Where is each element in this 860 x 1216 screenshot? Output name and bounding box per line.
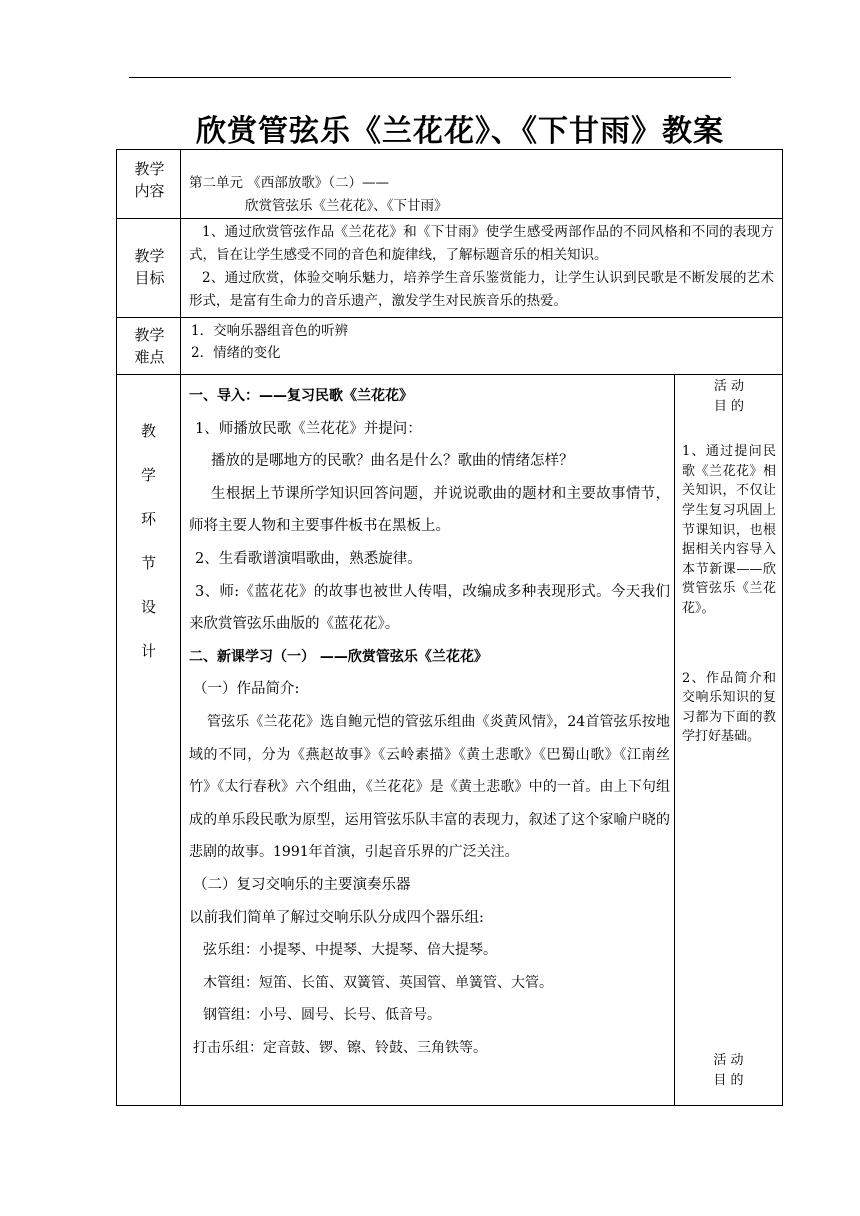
row-design xyxy=(117,375,783,1106)
content-line-1: 第二单元 《西部放歌》（二）—— xyxy=(189,175,390,191)
content-cell xyxy=(181,150,783,219)
subheading: （二）复习交响乐的主要演奏乐器 xyxy=(193,876,411,893)
group-line: 弦乐组：小提琴、中提琴、大提琴、倍大提琴。 xyxy=(203,942,497,959)
side-note: 2、作品简介和交响乐知识的复习都为下面的教学打好基础。 xyxy=(682,670,776,745)
group-line: 钢管组：小号、圆号、长号、低音号。 xyxy=(203,1007,441,1024)
group-line: 木管组：短笛、长笛、双簧管、英国管、单簧管、大管。 xyxy=(203,974,553,991)
difficulty-item: 1．交响乐器组音色的听辨 xyxy=(191,323,349,339)
goal-paragraph: 1、通过欣赏管弦作品《兰花花》和《下甘雨》使学生感受两部作品的不同风格和不同的表现方式，旨在让学生感受不同的音色和旋律线，了解标题音乐的相关知识。 xyxy=(189,224,774,263)
side-footer: 活 动 目 的 xyxy=(713,1053,744,1088)
paragraph: 生根据上节课所学知识回答问题，并说说歌曲的题材和主要故事情节，师将主要人物和主要事件板书在黑板上。 xyxy=(189,485,670,535)
label-design: 教 学 环 节 设 计 xyxy=(117,375,181,1106)
content-line-2: 欣赏管弦乐《兰花花》、《下甘雨》 xyxy=(245,198,448,214)
label-content: 教学 内容 xyxy=(117,150,181,219)
paragraph: 以前我们简单了解过交响乐队分成四个器乐组: xyxy=(189,909,484,926)
paragraph: 2、生看歌谱演唱歌曲，熟悉旋律。 xyxy=(195,550,422,567)
label-goals: 教学 目标 xyxy=(117,219,181,318)
paragraph: 管弦乐《兰花花》选自鲍元恺的管弦乐组曲《炎黄风情》，24首管弦乐按地域的不同，分为《燕赵故事》《云岭素描》《黄土悲歌》《巴蜀山歌》《江南丝竹》《太行春秋》六个组曲，《兰花花》是《黄土悲歌》中的一首。由上下句组成的单乐段民歌为原型，运用管弦乐队丰富的表现力，叙述了这个家喻户晓的悲剧的故事。1991年首演，引起音乐界的广泛关注。 xyxy=(189,713,670,861)
lesson-plan-table xyxy=(116,149,783,1106)
paragraph: 3、师:《蓝花花》的故事也被世人传唱，改编成多种表现形式。今天我们来欣赏管弦乐曲版的《蓝花花》。 xyxy=(189,583,670,633)
group-line: 打击乐组：定音鼓、锣、镲、铃鼓、三角铁等。 xyxy=(193,1039,487,1056)
header-rule xyxy=(129,77,731,78)
page-title: 欣赏管弦乐《兰花花》、《下甘雨》教案 xyxy=(196,114,724,149)
row-difficulties xyxy=(117,318,783,375)
goals-cell xyxy=(181,219,783,318)
design-main-cell xyxy=(181,375,675,1106)
difficulty-item: 2．情绪的变化 xyxy=(191,345,281,361)
goal-paragraph: 2、通过欣赏，体验交响乐魅力，培养学生音乐鉴赏能力，让学生认识到民歌是不断发展的艺术形式，是富有生命力的音乐遗产，激发学生对民族音乐的热爱。 xyxy=(189,270,774,309)
side-heading: 活 动 xyxy=(713,379,745,394)
row-goals xyxy=(117,219,783,318)
side-heading: 目 的 xyxy=(713,398,745,414)
subheading: （一）作品简介: xyxy=(193,681,300,698)
label-difficulties: 教学 难点 xyxy=(117,318,181,375)
section-heading: 一、导入：——复习民歌《兰花花》 xyxy=(189,388,413,404)
design-side-cell xyxy=(675,375,783,1106)
paragraph: 播放的是哪地方的民歌？曲名是什么？歌曲的情绪怎样？ xyxy=(211,453,574,470)
side-note: 1、通过提问民歌《兰花花》相关知识，不仅让学生复习巩固上节课知识，也根据相关内容导入本节新课——欣赏管弦乐《兰花花》。 xyxy=(682,444,776,616)
difficulties-cell xyxy=(181,318,783,375)
section-heading: 二、新课学习（一） ——欣赏管弦乐《兰花花》 xyxy=(189,648,488,665)
row-content xyxy=(117,150,783,219)
paragraph: 1、师播放民歌《兰花花》并提问： xyxy=(195,420,422,437)
